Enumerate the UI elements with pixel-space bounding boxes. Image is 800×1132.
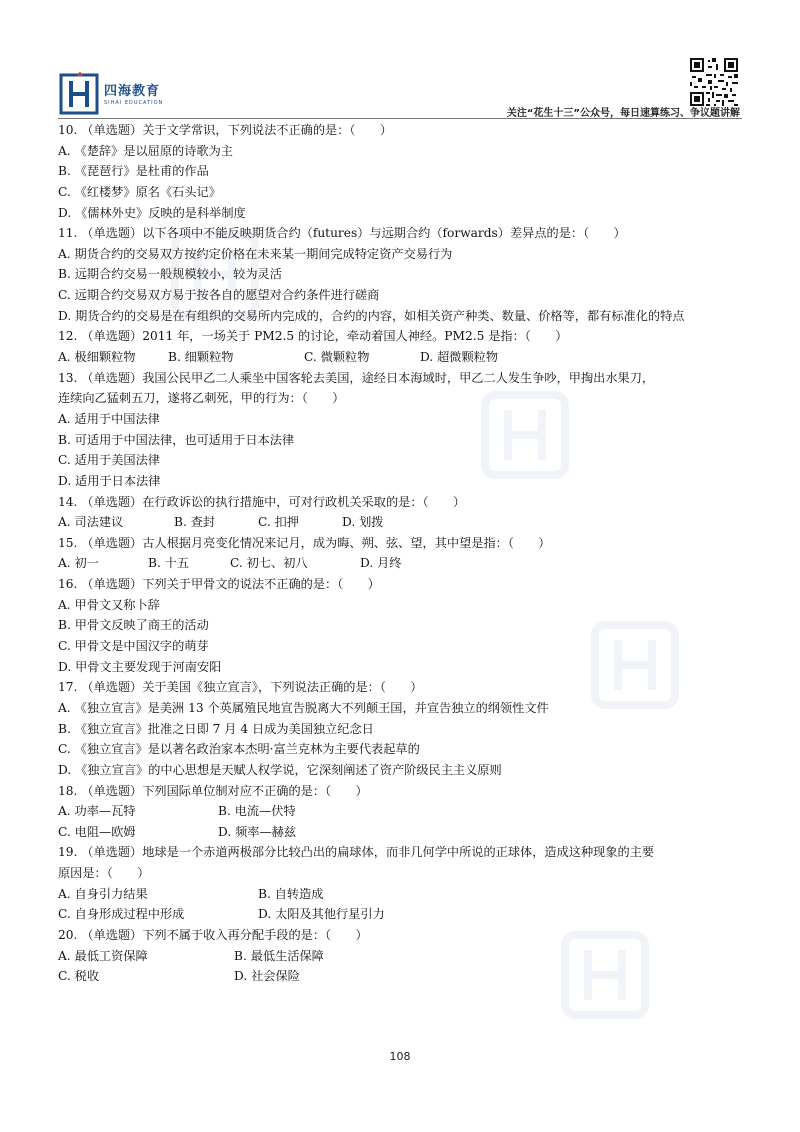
question-stem: 16. （单选题）下列关于甲骨文的说法不正确的是：（ ） xyxy=(58,577,380,592)
question-15 xyxy=(58,533,748,574)
question-stem-line-1: 13. （单选题）我国公民甲乙二人乘坐中国客轮去美国，途经日本海域时，甲乙二人发生争吵，甲掏出水果刀， xyxy=(58,370,655,385)
question-10 xyxy=(58,120,748,223)
option-d: D. 超微颗粒物 xyxy=(420,350,499,365)
option-b: B. 十五 xyxy=(148,556,190,571)
option-c: C. 《红楼梦》原名《石头记》 xyxy=(58,184,221,199)
question-20 xyxy=(58,925,748,987)
option-a: A. 司法建议 xyxy=(58,515,124,530)
options-row xyxy=(58,347,748,368)
logo-subtext: SIHAI EDUCATION xyxy=(104,100,164,106)
option-c: C. 适用于美国法律 xyxy=(58,453,160,468)
option-d: D. 太阳及其他行星引力 xyxy=(258,907,385,922)
question-stem-line-1: 19. （单选题）地球是一个赤道两极部分比较凸出的扁球体，而非几何学中所说的正球体，造成这种现象的主要 xyxy=(58,845,655,860)
options-row xyxy=(58,966,748,987)
question-list xyxy=(58,120,748,987)
option-b: B. 最低生活保障 xyxy=(234,948,324,963)
question-stem: 17. （单选题）关于美国《独立宣言》，下列说法正确的是：（ ） xyxy=(58,680,423,695)
question-stem: 14. （单选题）在行政诉讼的执行措施中，可对行政机关采取的是：（ ） xyxy=(58,494,466,509)
option-a: A. 自身引力结果 xyxy=(58,886,148,901)
option-d: D. 社会保险 xyxy=(234,969,300,984)
option-a: A. 功率—瓦特 xyxy=(58,804,136,819)
option-d: D. 划拨 xyxy=(342,515,384,530)
option-b: B. 查封 xyxy=(174,515,216,530)
options-row xyxy=(58,946,748,967)
option-d: D. 适用于日本法律 xyxy=(58,473,161,488)
option-d: D. 《儒林外史》反映的是科举制度 xyxy=(58,205,246,220)
question-18 xyxy=(58,781,748,843)
option-d: D. 《独立宣言》的中心思想是天赋人权学说，它深刻阐述了资产阶级民主主义原则 xyxy=(58,762,502,777)
question-stem: 18. （单选题）下列国际单位制对应不正确的是：（ ） xyxy=(58,783,368,798)
option-c: C. 自身形成过程中形成 xyxy=(58,907,185,922)
option-c: C. 微颗粒物 xyxy=(304,350,370,365)
option-a: A. 甲骨文又称卜辞 xyxy=(58,597,160,612)
brand-logo xyxy=(58,72,178,116)
question-stem: 10. （单选题）关于文学常识，下列说法不正确的是：（ ） xyxy=(58,123,393,137)
question-stem: 12. （单选题）2011 年，一场关于 PM2.5 的讨论，牵动着国人神经。PM2.5 是指：（ ） xyxy=(58,329,568,344)
question-stem-line-2: 原因是：（ ） xyxy=(58,866,150,881)
question-16 xyxy=(58,574,748,677)
options-row xyxy=(58,884,748,905)
option-b: B. 《琵琶行》是杜甫的作品 xyxy=(58,164,209,179)
option-d: D. 频率—赫兹 xyxy=(218,824,297,839)
option-a: A. 《楚辞》是以屈原的诗歌为主 xyxy=(58,143,233,158)
option-c: C. 税收 xyxy=(58,969,100,984)
option-a: A. 初一 xyxy=(58,556,99,571)
option-b: B. 远期合约交易一般规模较小，较为灵活 xyxy=(58,267,282,282)
option-b: B. 电流—伏特 xyxy=(218,804,296,819)
page-number: 108 xyxy=(389,1050,411,1063)
question-14 xyxy=(58,492,748,533)
option-d: D. 月终 xyxy=(360,556,402,571)
option-d: D. 甲骨文主要发现于河南安阳 xyxy=(58,659,222,674)
question-12 xyxy=(58,326,748,367)
option-a: A. 最低工资保障 xyxy=(58,948,148,963)
question-17 xyxy=(58,677,748,780)
question-stem: 20. （单选题）下列不属于收入再分配手段的是：（ ） xyxy=(58,928,368,942)
option-c: C. 甲骨文是中国汉字的萌芽 xyxy=(58,639,209,654)
logo-text: 四海教育 xyxy=(104,84,161,99)
options-row xyxy=(58,512,748,533)
question-stem: 15. （单选题）古人根据月亮变化情况来记月，成为晦、朔、弦、望，其中望是指：（ ） xyxy=(58,535,551,550)
header-divider xyxy=(58,118,742,119)
option-b: B. 甲骨文反映了商王的活动 xyxy=(58,618,209,633)
option-a: A. 《独立宣言》是美洲 13 个英属殖民地宣告脱离大不列颠王国，并宣告独立的纲领性文件 xyxy=(58,700,549,715)
question-stem: 11. （单选题）以下各项中不能反映期货合约（futures）与远期合约（forwards）差异点的是：（ ） xyxy=(58,226,626,241)
option-a: A. 适用于中国法律 xyxy=(58,411,160,426)
options-row xyxy=(58,801,748,822)
option-c: C. 初七、初八 xyxy=(230,556,308,571)
option-b: B. 细颗粒物 xyxy=(168,350,234,365)
option-a: A. 期货合约的交易双方按约定价格在未来某一期间完成特定资产交易行为 xyxy=(58,246,453,261)
option-c: C. 《独立宣言》是以著名政治家本杰明·富兰克林为主要代表起草的 xyxy=(58,742,420,757)
options-row xyxy=(58,553,748,574)
option-c: C. 远期合约交易双方易于按各自的愿望对合约条件进行磋商 xyxy=(58,288,380,303)
option-d: D. 期货合约的交易是在有组织的交易所内完成的，合约的内容，如相关资产种类、数量、价格等，都有标准化的特点 xyxy=(58,308,685,323)
qr-code[interactable] xyxy=(690,58,738,106)
option-c: C. 电阻—欧姆 xyxy=(58,824,136,839)
options-row xyxy=(58,822,748,843)
option-b: B. 可适用于中国法律，也可适用于日本法律 xyxy=(58,432,295,447)
question-11 xyxy=(58,223,748,326)
question-19 xyxy=(58,842,748,925)
option-a: A. 极细颗粒物 xyxy=(58,350,136,365)
question-13 xyxy=(58,368,748,492)
option-b: B. 《独立宣言》批准之日即 7 月 4 日成为美国独立纪念日 xyxy=(58,721,374,736)
option-c: C. 扣押 xyxy=(258,515,300,530)
options-row xyxy=(58,904,748,925)
option-b: B. 自转造成 xyxy=(258,886,324,901)
question-stem-line-2: 连续向乙猛刺五刀，遂将乙刺死，甲的行为：（ ） xyxy=(58,391,345,406)
logo-icon xyxy=(58,72,100,116)
header-note: 关注“花生十三”公众号，每日速算练习、争议题讲解 xyxy=(506,108,740,119)
